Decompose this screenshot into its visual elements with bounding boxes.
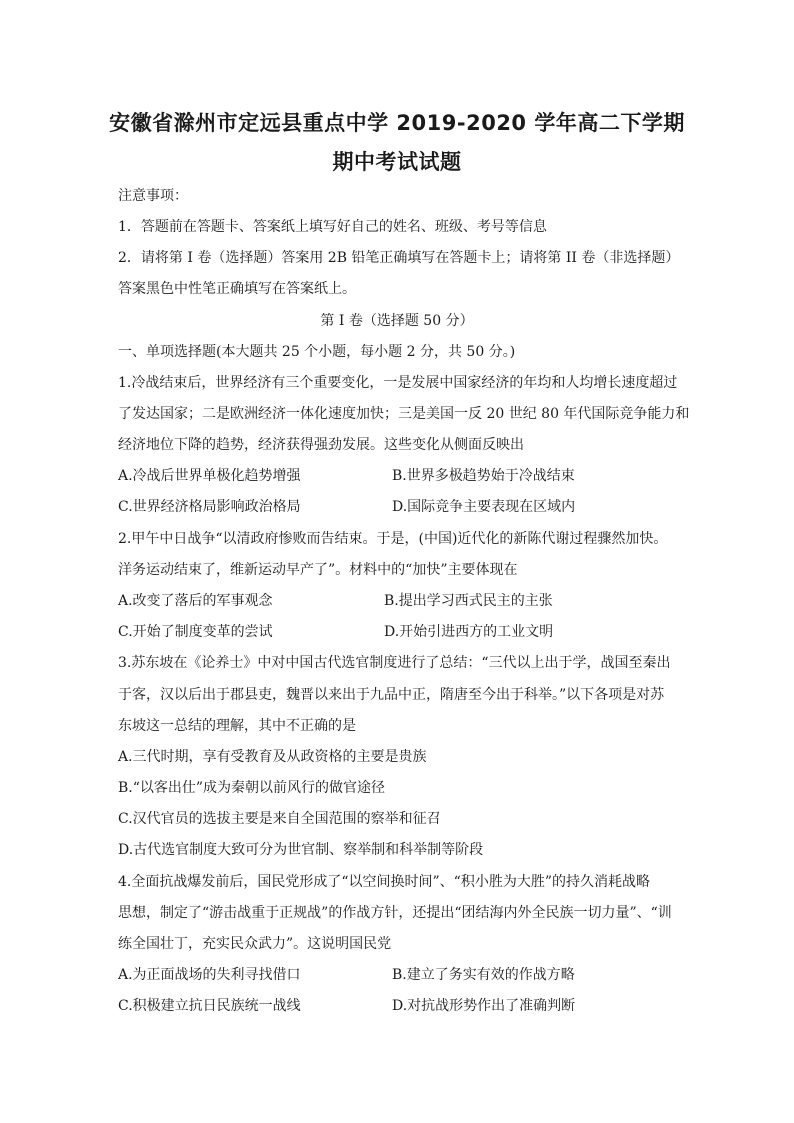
q1-option-c: C.世界经济格局影响政治格局 <box>118 499 301 515</box>
q3-option-b: B.“以客出仕”成为秦朝以前风行的做官途径 <box>118 780 386 796</box>
notice-item-2-line1: 2．请将第 I 卷（选择题）答案用 2B 铅笔正确填写在答题卡上；请将第 II 卷（非选择题） <box>118 250 680 266</box>
q3-option-a: A.三代时期，享有受教育及从政资格的主要是贵族 <box>118 749 427 765</box>
q3-stem-line3: 东坡这一总结的理解，其中不正确的是 <box>118 718 356 734</box>
q3-stem-line2: 于客，汉以后出于郡县吏，魏晋以来出于九品中正，隋唐至今出于科举。”以下各项是对苏 <box>118 687 665 703</box>
q1-option-a: A.冷战后世界单极化趋势增强 <box>118 468 301 484</box>
notice-item-1: 1．答题前在答题卡、答案纸上填写好自己的姓名、班级、考号等信息 <box>118 219 547 235</box>
notice-item-2-line2: 答案黑色中性笔正确填写在答案纸上。 <box>118 281 356 297</box>
q1-option-b: B.世界多极趋势始于冷战结束 <box>392 468 575 484</box>
q4-option-c: C.积极建立抗日民族统一战线 <box>118 998 301 1014</box>
q4-option-b: B.建立了务实有效的作战方略 <box>392 967 575 983</box>
q1-option-d: D.国际竞争主要表现在区域内 <box>392 499 576 515</box>
part-one-heading: 一、单项选择题(本大题共 25 个小题，每小题 2 分，共 50 分。) <box>118 344 516 360</box>
q3-option-c: C.汉代官员的选拔主要是来自全国范围的察举和征召 <box>118 811 441 827</box>
q4-stem-line2: 思想，制定了“游击战重于正规战”的作战方针，还提出“团结海内外全民族一切力量”、“训 <box>118 905 672 921</box>
q4-option-a: A.为正面战场的失利寻找借口 <box>118 967 301 983</box>
q2-stem-line1: 2.甲午中日战争“以清政府惨败而告结束。于是，(中国)近代化的新陈代谢过程骤然加快。 <box>118 531 668 547</box>
q1-stem-line3: 经济地位下降的趋势，经济获得强劲发展。这些变化从侧面反映出 <box>118 437 524 453</box>
exam-title-line2: 期中考试试题 <box>332 150 462 174</box>
exam-title-line1: 安徽省滁州市定远县重点中学 2019-2020 学年高二下学期 <box>109 111 685 135</box>
notice-heading: 注意事项： <box>118 188 188 204</box>
q4-option-d: D.对抗战形势作出了准确判断 <box>392 998 576 1014</box>
q2-option-a: A.改变了落后的军事观念 <box>118 593 273 609</box>
q4-stem-line3: 练全国壮丁，充实民众武力”。这说明国民党 <box>118 936 392 952</box>
q2-option-c: C.开始了制度变革的尝试 <box>118 624 273 640</box>
q1-stem-line1: 1.冷战结束后，世界经济有三个重要变化，一是发展中国家经济的年均和人均增长速度超过 <box>118 375 678 391</box>
section-title: 第 I 卷（选择题 50 分） <box>320 313 474 329</box>
q3-option-d: D.古代选官制度大致可分为世官制、察举制和科举制等阶段 <box>118 842 484 858</box>
q2-stem-line2: 洋务运动结束了，维新运动早产了”。材料中的“加快”主要体现在 <box>118 562 518 578</box>
q4-stem-line1: 4.全面抗战爆发前后，国民党形成了“以空间换时间”、“积小胜为大胜”的持久消耗战略 <box>118 874 650 890</box>
q2-option-d: D.开始引进西方的工业文明 <box>384 624 554 640</box>
q2-option-b: B.提出学习西式民主的主张 <box>384 593 553 609</box>
q3-stem-line1: 3.苏东坡在《论养士》中对中国古代选官制度进行了总结：“三代以上出于学，战国至秦出 <box>118 655 671 671</box>
q1-stem-line2: 了发达国家；二是欧洲经济一体化速度加快；三是美国一反 20 世纪 80 年代国际竞争能力和 <box>118 406 690 422</box>
